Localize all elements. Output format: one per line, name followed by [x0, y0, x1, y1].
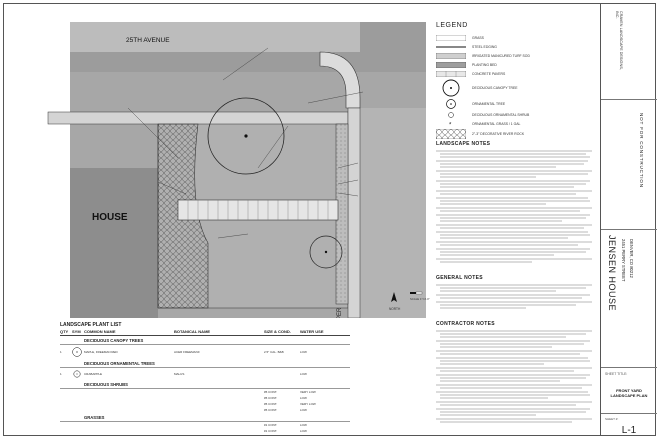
- sheet-number: L-1: [621, 425, 637, 436]
- company-name: CRAVEN LANDSCAPE DESIGNS, INC.: [615, 11, 623, 70]
- contractor-notes-text: [436, 329, 594, 429]
- cell-common: MAPLE, FREEMAN RED: [84, 350, 118, 354]
- table-row: [60, 428, 350, 434]
- pavers-swatch: [436, 70, 466, 77]
- title-block: [600, 3, 656, 436]
- cell-water: LOW: [300, 408, 307, 412]
- sidewalk-perry: [348, 108, 360, 318]
- sod-swatch: [436, 52, 466, 59]
- street-25th-avenue: [70, 22, 360, 52]
- general-notes-text: [436, 283, 594, 313]
- cell-botanical: MALUS: [174, 372, 185, 376]
- legend-item: [436, 98, 594, 110]
- divider: [601, 367, 657, 368]
- canopy-tree-trunk: [244, 134, 247, 137]
- house-label: HOUSE: [92, 212, 128, 223]
- legend-item: [436, 78, 594, 98]
- legend-label: IRRIGATED MANICURED TURF SOD: [472, 53, 530, 58]
- house-roof: [70, 168, 158, 318]
- landscape-notes-text: [436, 149, 594, 267]
- cell-botanical: ACER FREEMANII: [174, 350, 200, 354]
- legend: [436, 22, 594, 140]
- general-notes-heading: GENERAL NOTES: [436, 275, 483, 281]
- legend-item: [436, 42, 594, 51]
- divider: [601, 229, 657, 230]
- plant-list-table: [60, 322, 350, 434]
- legend-title: LEGEND: [436, 22, 468, 29]
- cell-size: 2.5" CAL. B&B: [264, 350, 284, 354]
- plan-name: FRONT YARD LANDSCAPE PLAN: [610, 388, 648, 398]
- cell-size: #5 CONT.: [264, 390, 278, 394]
- north-label: NORTH: [389, 307, 401, 311]
- cell-size: #1 CONT.: [264, 423, 278, 427]
- scale-bar: [410, 292, 430, 301]
- cell-water: VERY LOW: [300, 390, 316, 394]
- not-for-construction: NOT FOR CONSTRUCTION: [639, 113, 644, 188]
- plant-list-title: LANDSCAPE PLANT LIST: [60, 322, 122, 328]
- cell-qty: 1: [60, 350, 62, 354]
- ornamental-tree-symbol: [72, 369, 84, 380]
- legend-label: GRASS: [472, 35, 484, 40]
- header-common: COMMON NAME: [84, 329, 116, 334]
- group-heading: DECIDUOUS CANOPY TREES: [60, 336, 350, 345]
- table-row: [60, 345, 350, 359]
- legend-label: CONCRETE PAVERS: [472, 71, 506, 76]
- cell-water: LOW: [300, 350, 307, 354]
- cell-size: #1 CONT.: [264, 429, 278, 433]
- street-label-25th: 25TH AVENUE: [126, 37, 170, 44]
- legend-label: PLANTING BED: [472, 62, 497, 67]
- cell-water: LOW: [300, 429, 307, 433]
- legend-item: [436, 60, 594, 69]
- group-heading: DECIDUOUS ORNAMENTAL TREES: [60, 359, 350, 368]
- ornamental-tree-swatch: [436, 99, 466, 109]
- canopy-tree-swatch: [436, 79, 466, 97]
- cell-size: #5 CONT.: [264, 402, 278, 406]
- project-street: 2451 PERRY STREET: [621, 239, 626, 282]
- legend-label: ORNAMENTAL GRASS / 1 GAL: [472, 121, 521, 126]
- cell-common: CRABAPPLE: [84, 372, 103, 376]
- legend-label: DECIDUOUS CANOPY TREE: [472, 86, 518, 90]
- grass-plant-swatch: [436, 120, 466, 127]
- company-address: [627, 11, 637, 71]
- notes-panel: [436, 138, 594, 434]
- legend-item: [436, 33, 594, 42]
- cell-water: LOW: [300, 423, 307, 427]
- contractor-notes-heading: CONTRACTOR NOTES: [436, 321, 495, 327]
- legend-item: [436, 110, 594, 119]
- ornamental-tree-trunk: [325, 251, 327, 253]
- street-perry: [360, 108, 426, 318]
- cell-water: VERY LOW: [300, 402, 316, 406]
- cell-size: #5 CONT.: [264, 396, 278, 400]
- legend-item: [436, 119, 594, 128]
- project-city: DENVER, CO 80212: [629, 239, 634, 278]
- group-heading: DECIDUOUS SHRUBS: [60, 380, 350, 389]
- header-botanical: BOTANICAL NAME: [174, 329, 211, 334]
- divider: [601, 99, 657, 100]
- grass-swatch: [436, 34, 466, 41]
- cell-qty: 1: [60, 372, 62, 376]
- landscape-notes-heading: LANDSCAPE NOTES: [436, 141, 491, 147]
- sheet-title-label: SHEET TITLE:: [605, 372, 628, 376]
- legend-item: [436, 69, 594, 78]
- legend-label: DECIDUOUS ORNAMENTAL SHRUB: [472, 112, 530, 117]
- header-sym: SYM: [72, 329, 81, 334]
- header-qty: QTY: [60, 329, 69, 334]
- group-heading: GRASSES: [60, 413, 350, 422]
- legend-item: [436, 51, 594, 60]
- sidewalk-top: [48, 112, 348, 124]
- canopy-tree-symbol: [72, 347, 84, 358]
- legend-label: STEEL EDGING: [472, 44, 497, 49]
- plant-list-header: [60, 328, 350, 336]
- scale-label: SCALE 1"=4'-0": [410, 297, 430, 301]
- header-size: SIZE & COND.: [264, 329, 291, 334]
- steel-edging-swatch: [436, 43, 466, 50]
- legend-label: 2"-3" DECORATIVE RIVER ROCK: [472, 132, 525, 136]
- sheet-number-label: SHEET #:: [605, 417, 619, 421]
- table-row: [60, 368, 350, 380]
- site-plan: [8, 8, 432, 318]
- cell-water: LOW: [300, 396, 307, 400]
- cell-water: LOW: [300, 372, 307, 376]
- cell-size: #5 CONT.: [264, 408, 278, 412]
- planting-bed-swatch: [436, 61, 466, 68]
- header-water: WATER USE: [300, 329, 324, 334]
- legend-label: ORNAMENTAL TREE: [472, 102, 506, 106]
- divider: [601, 413, 657, 414]
- svg-text:*: *: [449, 122, 452, 127]
- shrub-swatch: [436, 111, 466, 118]
- project-name: JENSEN HOUSE: [607, 235, 617, 312]
